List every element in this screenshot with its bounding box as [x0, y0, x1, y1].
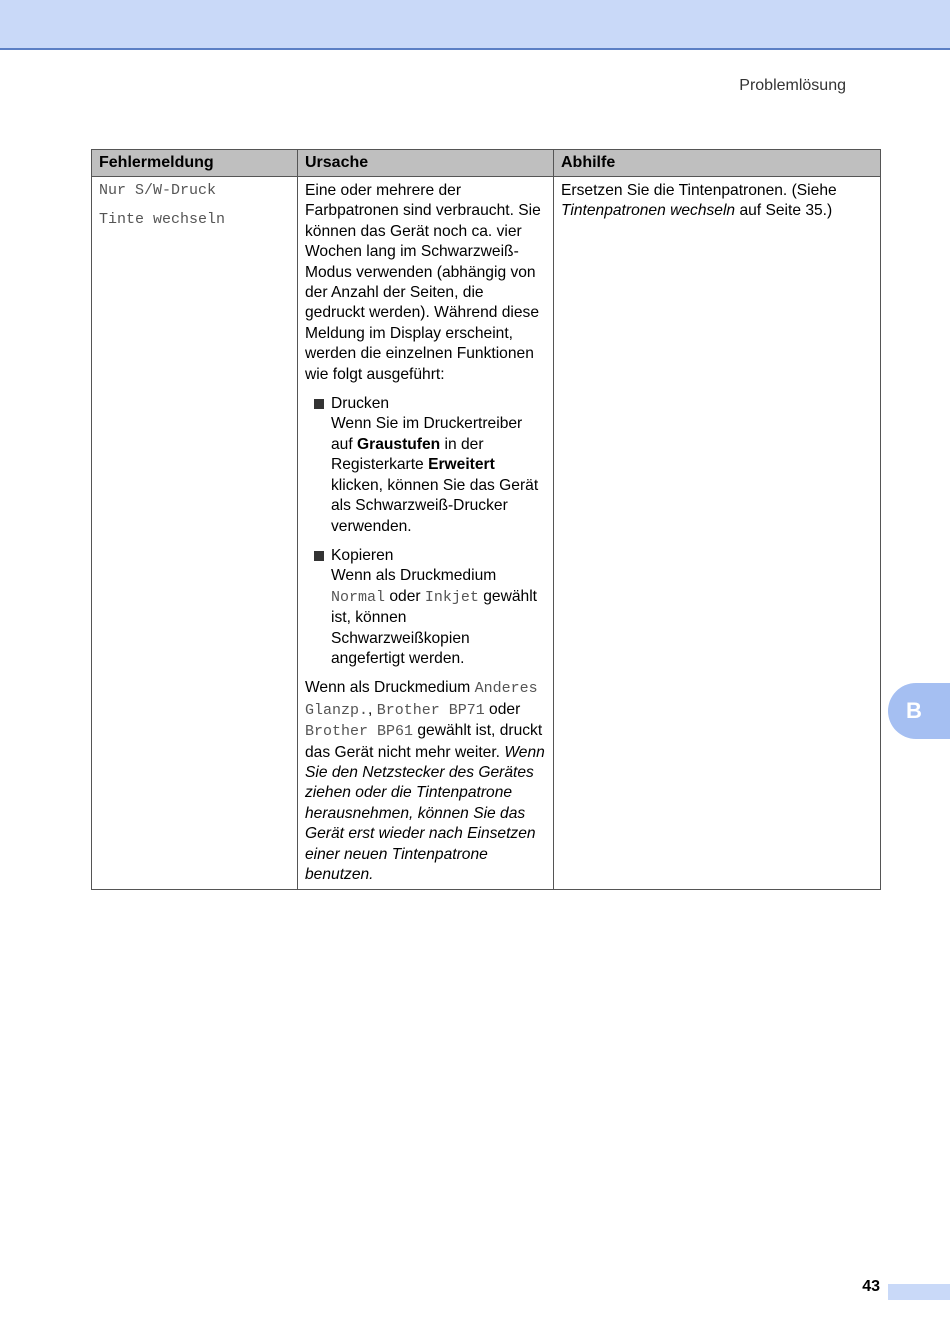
header-fehlermeldung: Fehlermeldung [92, 150, 298, 177]
remedy-link-reference[interactable]: Tintenpatronen wechseln [561, 202, 736, 220]
text-segment: Ersetzen Sie die Tintenpatronen. (Siehe [561, 182, 837, 199]
bold-erweitert: Erweitert [428, 456, 495, 474]
bullet-drucken-text [331, 414, 546, 536]
text-segment: gewählt ist, können Schwarzweißkopien angefertigt werden. [331, 587, 538, 667]
cause-intro: Eine oder mehrere der Farbpatronen sind verbraucht. Sie können das Gerät noch ca. vier Wochen lang im Schwarzweiß-Modus verwenden (abhängig von der Anzahl der Seiten, die gedruckt werden). Während diese Meldung im Display erscheint, werden die einzelnen Funktionen wie folgt ausgeführt: [305, 182, 541, 383]
cause-outro [305, 678, 546, 885]
footer-band [888, 1284, 950, 1300]
bullet-kopieren [331, 546, 546, 669]
remedy-text [561, 181, 873, 222]
code-brother-bp71: Brother BP71 [376, 701, 485, 719]
bullet-kopieren-text [331, 566, 546, 669]
bullet-kopieren-title: Kopieren [331, 546, 394, 564]
chapter-tab-b: B [888, 683, 950, 739]
code-normal: Normal [331, 588, 386, 606]
error-message-1: Nur S/W-Druck [99, 182, 217, 199]
text-segment: , [368, 700, 377, 718]
error-message-2: Tinte wechseln [99, 211, 226, 229]
text-segment: auf Seite 35.) [735, 202, 833, 220]
text-segment: Wenn als Druckmedium [305, 679, 475, 697]
page-number: 43 [862, 1278, 880, 1295]
text-segment: oder [385, 587, 425, 605]
cause-cell [298, 177, 554, 890]
table-header-row [92, 150, 881, 177]
text-segment: oder [484, 700, 521, 718]
section-title: Problemlösung [739, 77, 846, 94]
bullet-drucken [331, 394, 546, 537]
bullet-drucken-title: Drucken [331, 395, 390, 413]
text-segment: Wenn Sie im Druckertreiber auf [331, 415, 523, 453]
code-anderes-glanzp: Anderes Glanzp. [305, 680, 538, 719]
header-ursache: Ursache [298, 150, 554, 177]
text-segment: Wenn als Druckmedium [331, 567, 497, 585]
bullet-square-icon [314, 399, 324, 409]
text-segment: klicken, können Sie das Gerät als Schwarzweiß-Drucker verwenden. [331, 476, 539, 535]
text-segment: in der Registerkarte [331, 435, 484, 474]
bold-graustufen: Graustufen [357, 435, 441, 453]
code-inkjet: Inkjet [424, 588, 479, 606]
message-cell [92, 177, 298, 890]
code-brother-bp61: Brother BP61 [305, 723, 414, 741]
text-segment: gewählt ist, druckt das Gerät nicht mehr weiter. [305, 722, 543, 761]
table-row [92, 177, 881, 890]
error-table [91, 149, 881, 890]
bullet-square-icon [314, 551, 324, 561]
header-band [0, 0, 950, 50]
header-abhilfe: Abhilfe [554, 150, 881, 177]
remedy-cell [554, 177, 881, 890]
italic-warning: Wenn Sie den Netzstecker des Gerätes ziehen oder die Tintenpatrone herausnehmen, können Sie das Gerät erst wieder nach Einsetzen einer neuen Tintenpatrone benutzen. [305, 743, 545, 883]
